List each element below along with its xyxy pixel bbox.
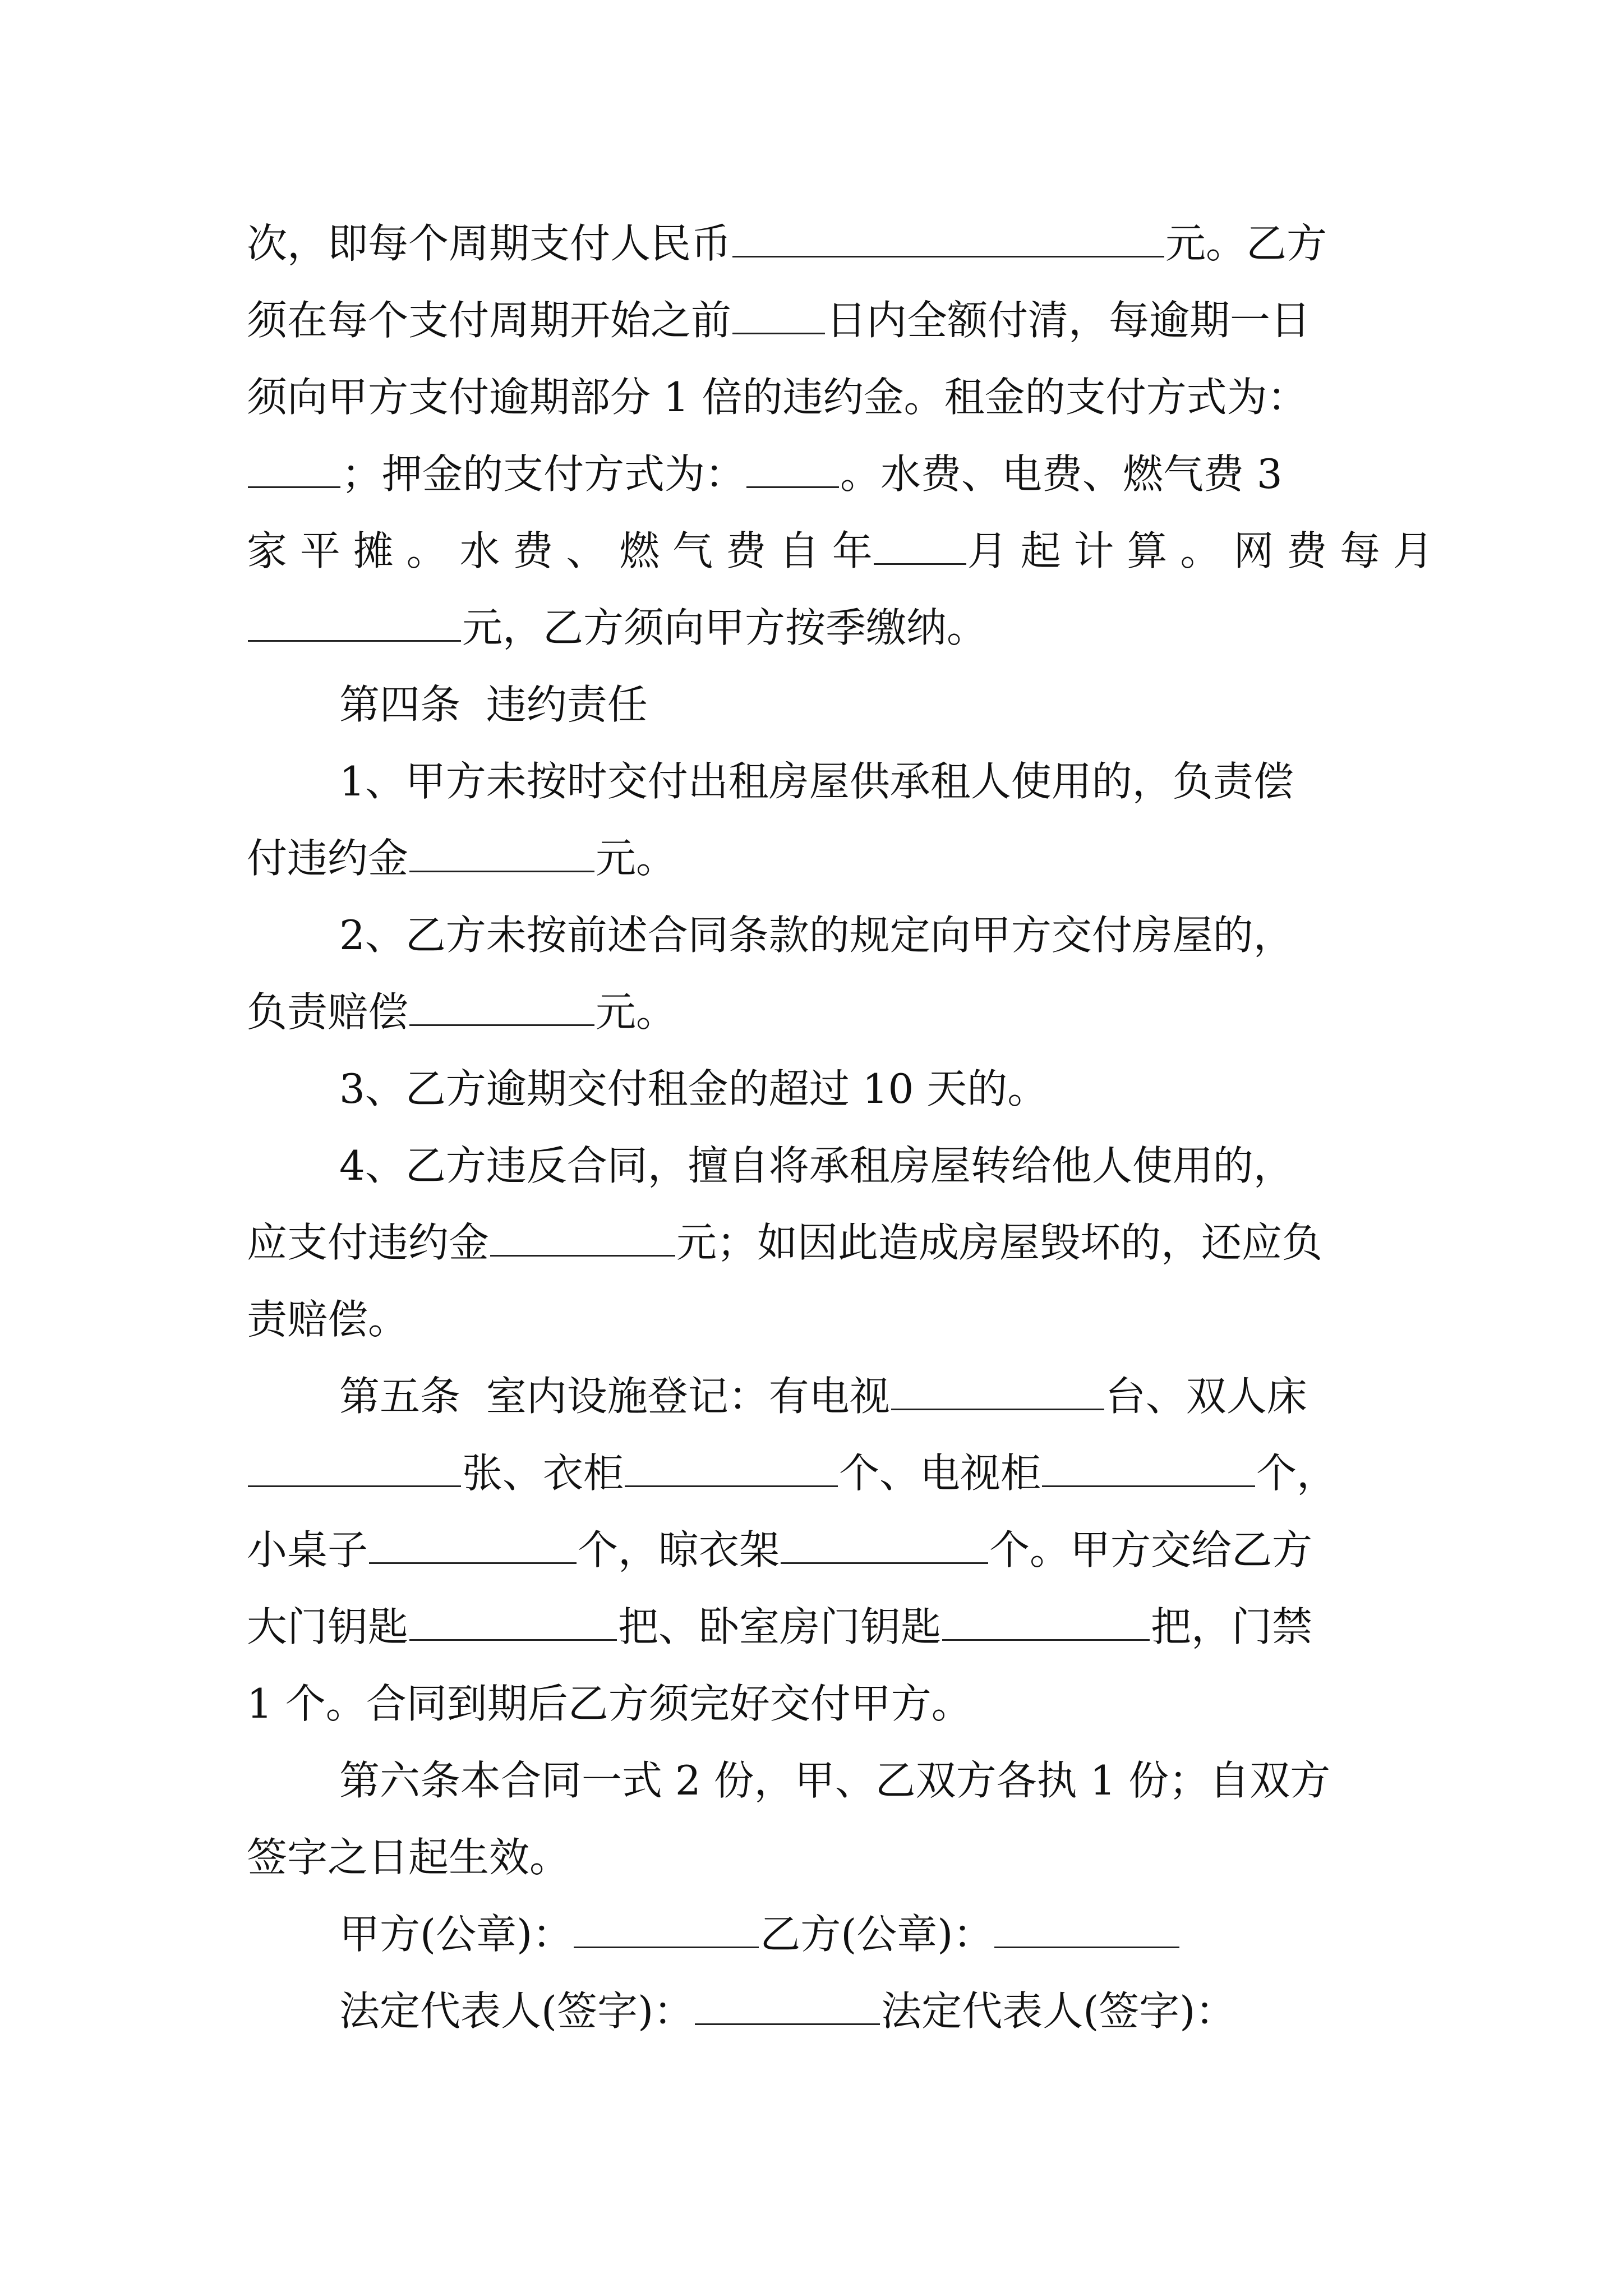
text-line	[339, 1065, 1048, 1112]
text-segment: 元。	[596, 988, 677, 1036]
text-segment: 4、乙方违反合同，擅自将承租房屋转给他人使用的，	[339, 1142, 1294, 1189]
text-segment: 。水费、电费、燃气费 3	[840, 450, 1283, 498]
fill-blank	[409, 1607, 617, 1641]
text-segment: 次，即每个周期支付人民币	[247, 220, 732, 267]
text-segment: 个，晾衣架	[578, 1526, 780, 1573]
text-line	[247, 374, 1308, 421]
text-segment: 个、电视柜	[839, 1450, 1041, 1497]
text-segment: 应支付违约金	[247, 1219, 490, 1266]
text-segment: 元。乙方	[1165, 220, 1327, 267]
text-line	[247, 1219, 1323, 1266]
fill-blank	[490, 1222, 675, 1257]
party-a-representative-label: 法定代表人(签字)：	[339, 1987, 694, 2035]
text-segment: ；押金的支付方式为：	[342, 450, 746, 498]
text-segment: 月 起 计 算 。 网 费 每 月	[967, 527, 1433, 574]
fill-blank	[409, 838, 594, 872]
fill-blank	[625, 1453, 838, 1487]
fill-blank	[781, 1530, 988, 1564]
text-segment: 元，乙方须向甲方按季缴纳。	[462, 604, 988, 651]
text-segment: 台、双人床	[1105, 1373, 1307, 1420]
text-segment: 元。	[596, 835, 677, 882]
fill-blank	[994, 1914, 1179, 1948]
text-segment: 1、甲方未按时交付出租房屋供承租人使用的，负责偿	[339, 758, 1294, 805]
fill-blank	[248, 608, 461, 642]
text-line	[339, 1373, 1307, 1420]
text-segment: 把，门禁	[1151, 1603, 1313, 1650]
text-segment: 第六条本合同一式 2 份，甲、乙双方各执 1 份；自双方	[339, 1757, 1331, 1804]
text-line	[247, 1680, 972, 1727]
party-b-representative-label: 法定代表人(签字)：	[881, 1987, 1236, 2035]
fill-blank	[574, 1914, 759, 1948]
text-line	[247, 220, 1327, 267]
text-line	[247, 1834, 570, 1881]
text-line	[247, 1450, 1338, 1497]
text-line	[247, 604, 988, 651]
text-line	[247, 1603, 1313, 1650]
fill-blank	[732, 223, 1164, 257]
text-segment: 把、卧室房门钥匙	[618, 1603, 942, 1650]
fill-blank	[1042, 1453, 1255, 1487]
text-segment: 2、乙方未按前述合同条款的规定向甲方交付房屋的，	[339, 912, 1294, 959]
text-segment: 责赔偿。	[247, 1296, 409, 1343]
fill-blank	[695, 1991, 880, 2025]
text-segment: 负责赔偿	[247, 988, 409, 1036]
fill-blank	[248, 1453, 461, 1487]
section-heading	[339, 681, 648, 728]
signature-line	[339, 1911, 1181, 1958]
fill-blank	[891, 1376, 1104, 1410]
text-segment: 小桌子	[247, 1526, 368, 1573]
text-segment: 须在每个支付周期开始之前	[247, 297, 732, 344]
text-line	[247, 988, 677, 1036]
fill-blank	[732, 300, 825, 334]
text-segment: 家 平 摊 。 水 费 、 燃 气 费 自 年	[247, 527, 873, 574]
text-segment: 付违约金	[247, 835, 409, 882]
text-segment: 1 个。合同到期后乙方须完好交付甲方。	[247, 1680, 972, 1727]
text-line	[247, 1296, 409, 1343]
text-segment: 元；如因此造成房屋毁坏的，还应负	[676, 1219, 1323, 1266]
fill-blank	[942, 1607, 1150, 1641]
text-line	[247, 297, 1311, 344]
text-segment: 大门钥匙	[247, 1603, 409, 1650]
party-b-seal-label: 乙方(公章)：	[760, 1911, 994, 1958]
text-segment: 日内全额付清，每逾期一日	[826, 297, 1311, 344]
text-segment: 第五条 室内设施登记：有电视	[339, 1373, 890, 1420]
text-segment: 张、衣柜	[462, 1450, 624, 1497]
party-a-seal-label: 甲方(公章)：	[339, 1911, 573, 1958]
text-line	[247, 450, 1283, 498]
text-segment: 个。甲方交给乙方	[989, 1526, 1313, 1573]
text-line	[339, 758, 1294, 805]
text-line	[339, 1757, 1331, 1804]
text-segment: 第四条 违约责任	[339, 681, 648, 728]
text-line	[247, 1526, 1313, 1573]
fill-blank	[746, 454, 839, 488]
text-segment: 3、乙方逾期交付租金的超过 10 天的。	[339, 1065, 1048, 1112]
text-segment: 签字之日起生效。	[247, 1834, 570, 1881]
signature-line	[339, 1987, 1236, 2035]
text-line	[247, 835, 677, 882]
text-segment: 须向甲方支付逾期部分 1 倍的违约金。租金的支付方式为：	[247, 374, 1308, 421]
text-line	[247, 527, 1433, 574]
text-line	[339, 1142, 1294, 1189]
fill-blank	[409, 992, 594, 1026]
fill-blank	[874, 531, 966, 565]
fill-blank	[248, 454, 340, 488]
fill-blank	[369, 1530, 577, 1564]
text-line	[339, 912, 1294, 959]
text-segment: 个，	[1256, 1450, 1338, 1497]
